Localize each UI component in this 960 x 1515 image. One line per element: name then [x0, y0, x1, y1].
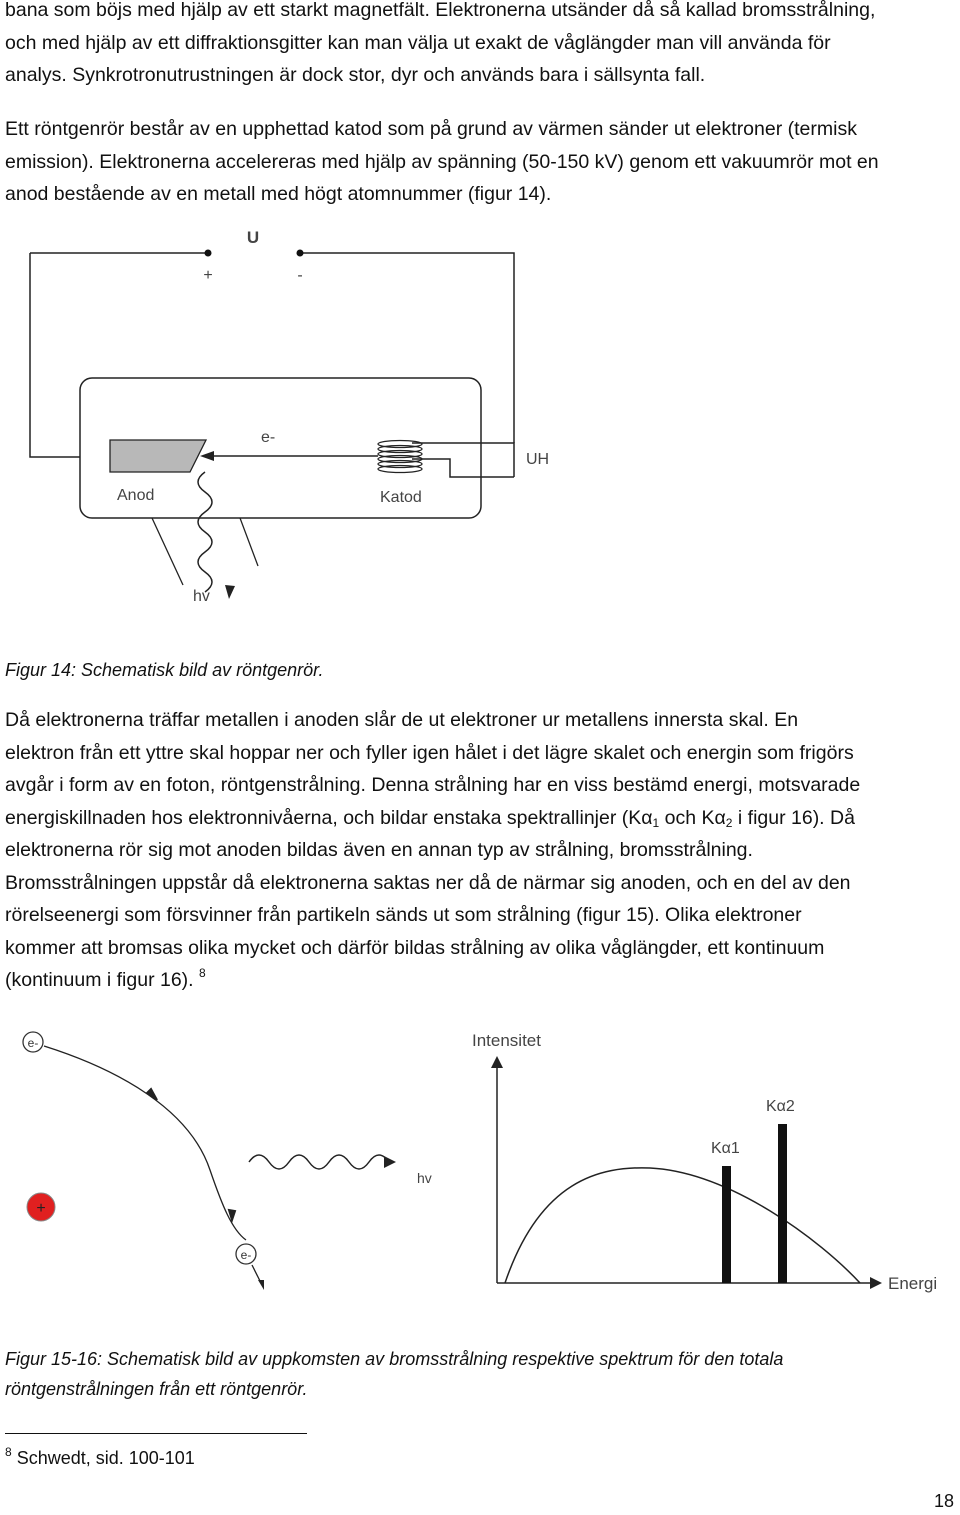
page-number: 18 [934, 1491, 955, 1511]
bremsstrahlung-diagram [0, 1025, 460, 1295]
text-line: Ett röntgenrör består av en upphettad katod som på grund av värmen sänder ut elektroner (termisk [5, 118, 857, 140]
text-line: Då elektronerna träffar metallen i anoden slår de ut elektroner ur metallens innersta skal. En [5, 709, 799, 731]
photon-arrow [384, 1156, 396, 1168]
k-alpha2-label: Kα2 [766, 1098, 795, 1115]
text-line: elektron från ett yttre skal hoppar ner och fyller igen hålet i det lägre skalet och energin som frigörs [5, 741, 854, 764]
positive-terminal [205, 250, 212, 257]
k-alpha1-line [722, 1166, 731, 1283]
footnote [5, 1444, 195, 1472]
photon-label: hv [193, 588, 210, 605]
text-line: analys. Synkrotronutrustningen är dock stor, dyr och används bara i sällsynta fall. [5, 64, 706, 86]
subscript: 1 [652, 815, 660, 830]
y-axis-label: Intensitet [472, 1031, 541, 1050]
photon-wave [249, 1155, 389, 1169]
electron-beam-arrow [200, 451, 214, 461]
radiation-paragraph [5, 704, 957, 997]
text-line: rörelseenergi som försvinner från partikeln sänds ut som strålning (figur 15). Olika elektroner [5, 904, 802, 926]
text-fragment: energiskillnaden hos elektronnivåerna, och bildar enstaka spektrallinjer (Kα [5, 806, 653, 829]
text-fragment: i figur 16). Då [732, 806, 855, 829]
figure14-caption: Figur 14: Schematisk bild av röntgenrör. [5, 660, 324, 680]
photon-label: hv [417, 1170, 432, 1186]
xray-tube-diagram [0, 225, 600, 615]
text-line [5, 964, 957, 997]
text-line: Bromsstrålningen uppstår då elektronerna saktas ner då de närmar sig anoden, och en del av den [5, 871, 851, 894]
footnote-separator [5, 1433, 307, 1434]
electron-label: e- [240, 1248, 252, 1262]
cathode-label: Katod [380, 489, 422, 506]
text-fragment: och Kα [659, 806, 726, 829]
footnote-text: Schwedt, sid. 100-101 [16, 1448, 195, 1468]
plus-label: + [203, 267, 213, 284]
radiation-wave [198, 472, 212, 592]
intro-paragraph [5, 0, 957, 92]
k-alpha2-line [778, 1124, 787, 1283]
footnote-number: 8 [5, 1445, 12, 1459]
anode [110, 440, 206, 472]
electron-label: e- [27, 1036, 39, 1050]
text-line: elektronerna rör sig mot anoden bildas även en annan typ av strålning, bromsstrålning. [5, 839, 753, 861]
x-axis-label: Energi [888, 1274, 938, 1293]
footnote-reference: 8 [199, 966, 206, 980]
heater-voltage-label: UH [526, 451, 550, 468]
electron-path [44, 1046, 246, 1240]
path-arrow [147, 1089, 157, 1100]
caption-line: röntgenstrålningen från ett röntgenrör. [5, 1379, 308, 1399]
xray-spectrum-chart [460, 1025, 955, 1300]
caption-line: Figur 15-16: Schematisk bild av uppkomsten av bromsstrålning respektive spektrum för den totala [5, 1349, 784, 1369]
text-fragment: (kontinuum i figur 16). [5, 969, 194, 991]
text-line: bana som böjs med hjälp av ett starkt magnetfält. Elektronerna utsänder då så kallad bromsstrålning, [5, 0, 876, 21]
xray-tube-paragraph [5, 113, 957, 211]
voltage-label: U [246, 228, 260, 247]
k-alpha1-label: Kα1 [711, 1140, 740, 1157]
radiation-arrow [225, 585, 235, 599]
continuum-curve [505, 1168, 860, 1283]
electron-label: e- [261, 429, 276, 446]
minus-label: - [297, 267, 303, 284]
text-line: avgår i form av en foton, röntgenstrålning. Denna strålning har en viss bestämd energi, motsvarade [5, 774, 861, 796]
subscript: 2 [725, 815, 733, 830]
nucleus-charge-label: + [36, 1200, 46, 1217]
text-line: kommer att bromsas olika mycket och därför bildas strålning av olika våglängder, ett kontinuum [5, 936, 825, 959]
path-arrow [258, 1280, 264, 1290]
x-axis-arrow [870, 1277, 882, 1289]
text-line: anod bestående av en metall med högt atomnummer (figur 14). [5, 183, 552, 205]
negative-terminal [297, 250, 304, 257]
text-line: och med hjälp av ett diffraktionsgitter kan man välja ut exakt de våglängder man vill använda för [5, 31, 831, 54]
y-axis-arrow [491, 1056, 503, 1068]
text-line: emission). Elektronerna accelereras med hjälp av spänning (50-150 kV) genom ett vakuumrör mot en [5, 150, 879, 173]
text-line [5, 802, 957, 835]
cathode-coil [378, 441, 422, 473]
anode-label: Anod [117, 487, 155, 504]
figure15-16-caption [5, 1344, 905, 1404]
